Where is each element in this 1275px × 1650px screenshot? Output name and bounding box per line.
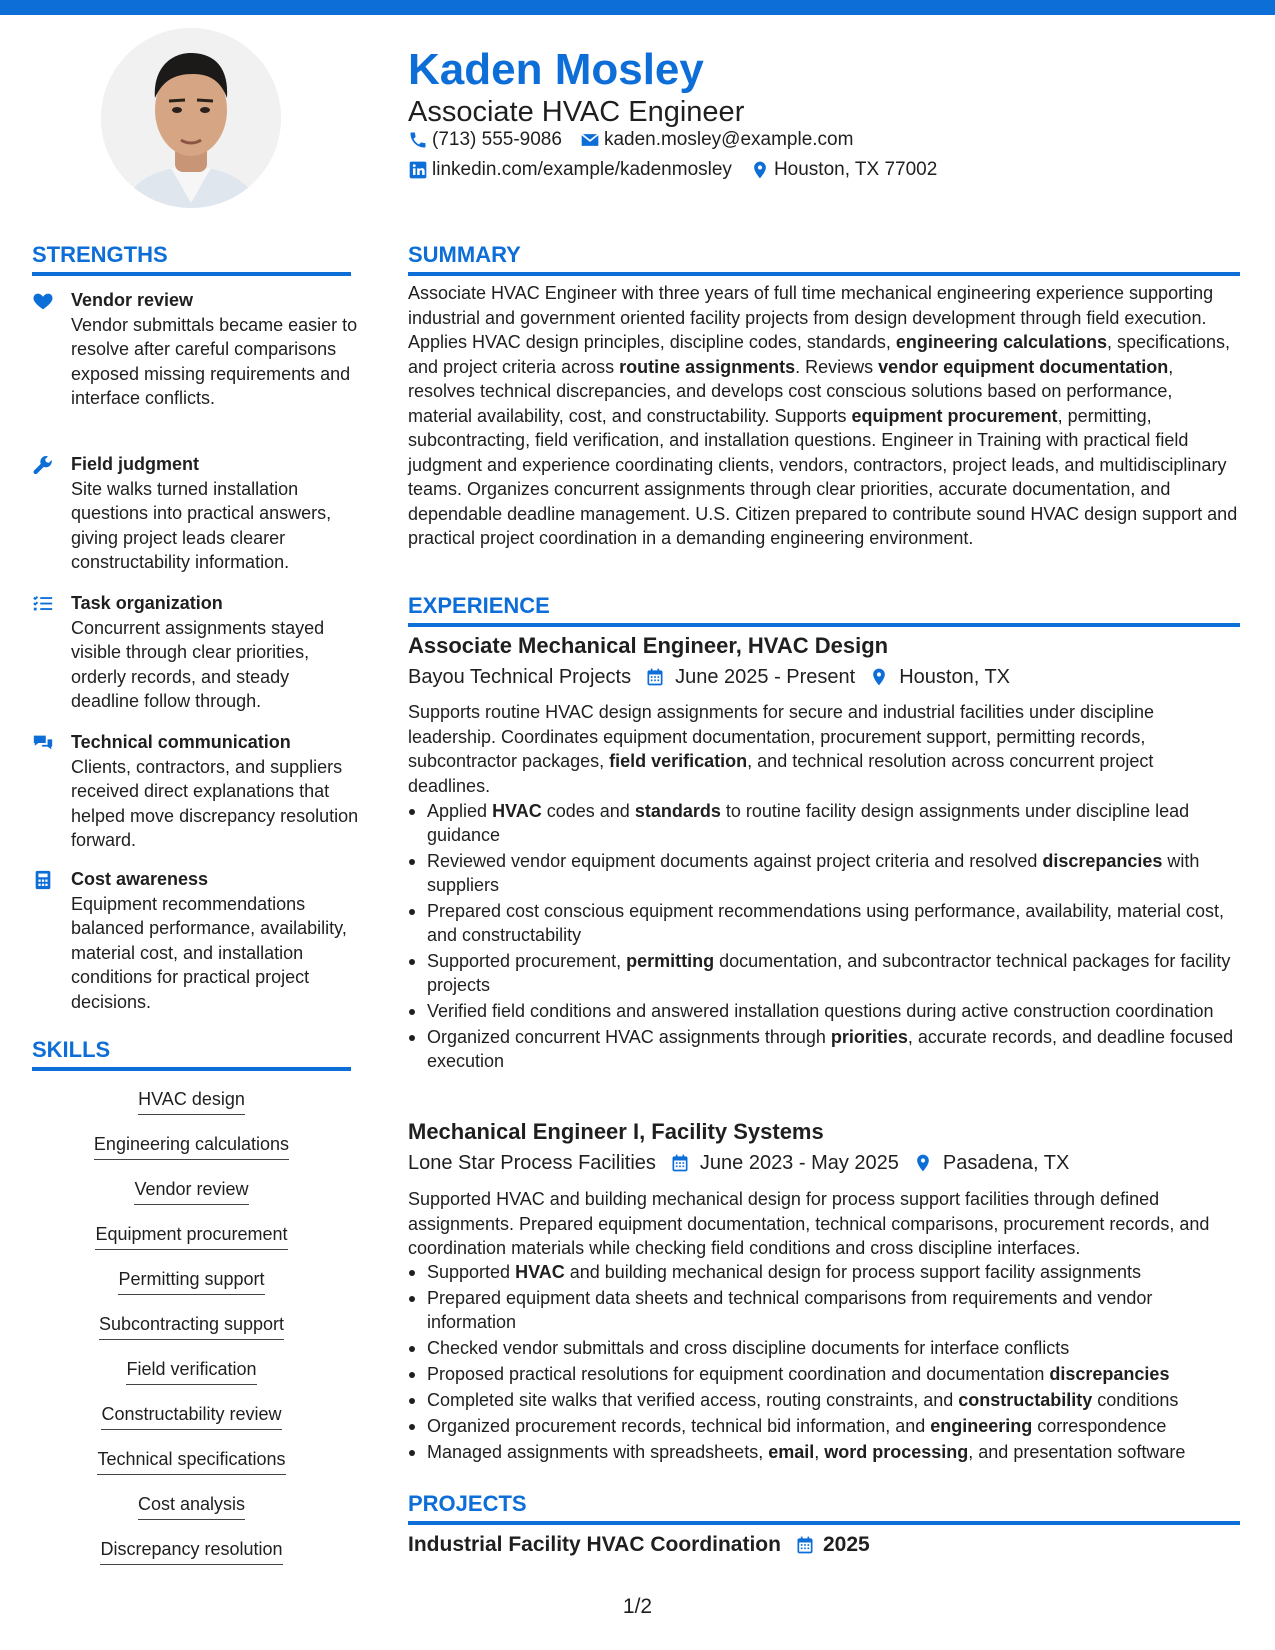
calculator-icon — [32, 869, 54, 891]
strengths-heading: STRENGTHS — [32, 241, 351, 276]
email-text[interactable]: kaden.mosley@example.com — [603, 129, 854, 150]
bullet-item: Completed site walks that verified access, routing constraints, and constructability conditions — [408, 1388, 1240, 1412]
linkedin-text[interactable]: linkedin.com/example/kadenmosley — [432, 159, 732, 180]
strength-title: Task organization — [71, 593, 223, 613]
email-contact[interactable] — [580, 128, 854, 152]
top-accent-bar — [0, 0, 1275, 15]
job-description: Supported HVAC and building mechanical design for process support facilities through defined assignments. Prepared equipment documentation, technical comparisons, procurement records, and coordination materials while checking field conditions and cross discipline interfaces. — [408, 1189, 1210, 1258]
job-bullets — [408, 1260, 1240, 1466]
skill-item: Cost analysis — [32, 1492, 351, 1520]
bullet-item: Reviewed vendor equipment documents against project criteria and resolved discrepancies with suppliers — [408, 849, 1240, 897]
calendar-icon — [645, 667, 665, 687]
skills-heading: SKILLS — [32, 1036, 351, 1071]
job-location: Pasadena, TX — [942, 1152, 1070, 1174]
job-meta — [408, 664, 1010, 690]
job-bullets — [408, 799, 1240, 1075]
location-contact — [750, 158, 937, 182]
strength-description: Site walks turned installation questions into practical answers, giving project leads clearer constructability information. — [71, 479, 332, 573]
job-company: Bayou Technical Projects — [408, 666, 632, 688]
bullet-item: Prepared cost conscious equipment recommendations using performance, availability, material cost, and constructability — [408, 899, 1240, 947]
envelope-icon — [580, 130, 600, 150]
skill-item: HVAC design — [32, 1087, 351, 1115]
strength-title: Technical communication — [71, 732, 291, 752]
page-indicator: 1/2 — [622, 1595, 653, 1618]
strength-description: Clients, contractors, and suppliers received direct explanations that helped move discrepancy resolution forward. — [71, 757, 359, 851]
job-description: Supports routine HVAC design assignments for secure and industrial facilities under discipline leadership. Coordinates equipment documentation, procurement support, permitting records, subcontractor packages, field verification, and technical resolution across concurrent project deadlines. — [408, 702, 1155, 796]
bullet-item: Organized procurement records, technical bid information, and engineering correspondence — [408, 1414, 1240, 1438]
project-year: 2025 — [822, 1533, 870, 1556]
projects-heading: PROJECTS — [408, 1490, 1240, 1525]
strength-description: Vendor submittals became easier to resolve after careful comparisons exposed missing requirements and interface conflicts. — [71, 315, 358, 409]
summary-heading: SUMMARY — [408, 241, 1240, 276]
experience-heading: EXPERIENCE — [408, 592, 1240, 627]
candidate-title: Associate HVAC Engineer — [408, 96, 745, 128]
job-meta — [408, 1150, 1069, 1176]
skill-item: Subcontracting support — [32, 1312, 351, 1340]
task-list-icon — [32, 593, 54, 615]
phone-icon — [408, 130, 428, 150]
skill-item: Permitting support — [32, 1267, 351, 1295]
bullet-item: Proposed practical resolutions for equipment coordination and documentation discrepancies — [408, 1362, 1240, 1386]
skill-item: Discrepancy resolution — [32, 1537, 351, 1565]
location-text: Houston, TX 77002 — [773, 159, 938, 180]
bullet-item: Applied HVAC codes and standards to routine facility design assignments under discipline lead guidance — [408, 799, 1240, 847]
wrench-icon — [32, 454, 54, 476]
profile-photo — [101, 28, 281, 208]
bullet-item: Managed assignments with spreadsheets, email, word processing, and presentation software — [408, 1440, 1240, 1464]
skill-item: Constructability review — [32, 1402, 351, 1430]
phone-text: (713) 555-9086 — [432, 129, 562, 150]
job-role: Mechanical Engineer I, Facility Systems — [408, 1119, 824, 1144]
bullet-item: Prepared equipment data sheets and technical comparisons from requirements and vendor information — [408, 1286, 1240, 1334]
bullet-item: Supported HVAC and building mechanical design for process support facility assignments — [408, 1260, 1240, 1284]
skill-item: Vendor review — [32, 1177, 351, 1205]
job-company: Lone Star Process Facilities — [408, 1152, 656, 1174]
project-item — [408, 1531, 870, 1559]
heart-icon — [32, 290, 54, 312]
skill-item: Engineering calculations — [32, 1132, 351, 1160]
skill-item: Technical specifications — [32, 1447, 351, 1475]
phone-contact — [408, 128, 562, 152]
candidate-name: Kaden Mosley — [408, 45, 704, 94]
strength-title: Cost awareness — [71, 869, 209, 889]
strength-description: Equipment recommendations balanced performance, availability, material cost, and installation conditions for practical project decisions. — [71, 894, 347, 1012]
bullet-item: Verified field conditions and answered installation questions during active construction coordination — [408, 999, 1240, 1023]
job-dates: June 2025 - Present — [675, 666, 856, 688]
map-pin-icon — [869, 667, 889, 687]
calendar-icon — [795, 1535, 815, 1555]
contact-row-1 — [408, 128, 871, 152]
linkedin-contact[interactable] — [408, 158, 732, 182]
job-location: Houston, TX — [899, 666, 1011, 688]
skill-item: Field verification — [32, 1357, 351, 1385]
strength-description: Concurrent assignments stayed visible through clear priorities, orderly records, and steady deadline follow through. — [71, 618, 325, 712]
bullet-item: Supported procurement, permitting documentation, and subcontractor technical packages for facility projects — [408, 949, 1240, 997]
map-pin-icon — [913, 1153, 933, 1173]
map-pin-icon — [750, 160, 770, 180]
summary-text: Associate HVAC Engineer with three years of full time mechanical engineering experience supporting industrial and government oriented facility projects from design development through field execution. Applies HVAC design principles, discipline codes, standards, engineering calculations, specifications, and project criteria across routine assignments. Reviews vendor equipment documentation, resolves technical discrepancies, and develops cost conscious solutions based on performance, material availability, cost, and constructability. Supports equipment procurement, permitting, subcontracting, field verification, and installation questions. Engineer in Training with practical field judgment and experience coordinating clients, vendors, contractors, project leads, and multidisciplinary teams. Organizes concurrent assignments through clear priorities, accurate documentation, and dependable deadline management. U.S. Citizen prepared to contribute sound HVAC design support and practical project coordination in a demanding engineering environment. — [408, 283, 1238, 548]
chat-bubbles-icon — [32, 732, 54, 754]
job-role: Associate Mechanical Engineer, HVAC Design — [408, 633, 889, 658]
skill-item: Equipment procurement — [32, 1222, 351, 1250]
strength-title: Vendor review — [71, 290, 194, 310]
bullet-item: Checked vendor submittals and cross discipline documents for interface conflicts — [408, 1336, 1240, 1360]
strength-title: Field judgment — [71, 454, 199, 474]
contact-row-2 — [408, 158, 955, 182]
calendar-icon — [670, 1153, 690, 1173]
job-dates: June 2023 - May 2025 — [699, 1152, 899, 1174]
linkedin-icon — [408, 160, 428, 180]
project-title: Industrial Facility HVAC Coordination — [408, 1533, 781, 1556]
bullet-item: Organized concurrent HVAC assignments through priorities, accurate records, and deadline focused execution — [408, 1025, 1240, 1073]
